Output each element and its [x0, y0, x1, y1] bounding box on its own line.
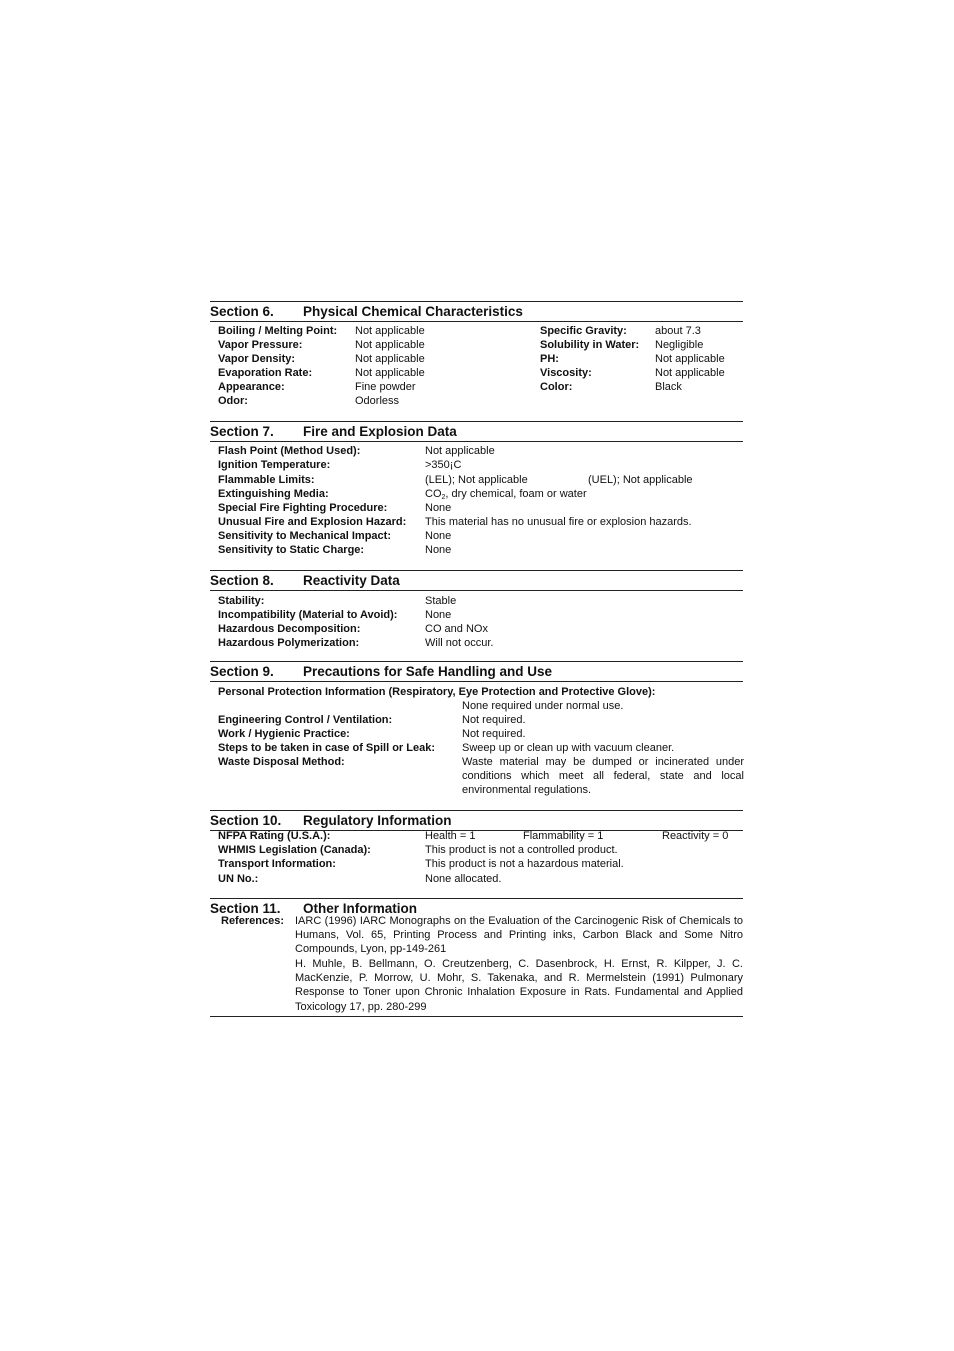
field-value: Not applicable	[425, 445, 495, 457]
field-label: Steps to be taken in case of Spill or Leak:	[218, 742, 436, 754]
field-value: Not applicable	[655, 353, 725, 365]
field-label: Special Fire Fighting Procedure:	[218, 502, 388, 514]
field-value: None	[425, 502, 452, 514]
field-value: Not required.	[462, 728, 526, 740]
field-value: Not applicable	[655, 367, 725, 379]
field-label: Stability:	[218, 595, 265, 607]
field-label: Color:	[540, 381, 573, 393]
field-label: Solubility in Water:	[540, 339, 640, 351]
section-header	[210, 421, 743, 442]
field-value: Not applicable	[355, 353, 425, 365]
field-label: Waste Disposal Method:	[218, 756, 345, 768]
reference-2: H. Muhle, B. Bellmann, O. Creutzenberg, C. Dasenbrock, H. Ernst, R. Kilpper, J. C. MacKenzie, P. Morrow, U. Mohr, S. Takenaka, and R. Mermelstein (1991) Pulmonary Response to Toner upon Chronic Inhalation Exposure in Rats. Fundamental and Applied Toxicology 17, pp. 280-299	[295, 958, 743, 1013]
field-label: Work / Hygienic Practice:	[218, 728, 350, 740]
field-label: Engineering Control / Ventilation:	[218, 714, 393, 726]
field-label: Transport Information:	[218, 858, 336, 870]
field-value: Negligible	[655, 339, 704, 351]
field-value: >350¡C	[425, 459, 462, 471]
field-label: Extinguishing Media:	[218, 488, 329, 500]
subscript: 2	[441, 494, 446, 501]
section-10	[210, 810, 743, 898]
section-title: Reactivity Data	[303, 573, 400, 588]
field-label: Appearance:	[218, 381, 285, 393]
field-value: Not applicable	[355, 367, 425, 379]
field-label: Hazardous Polymerization:	[218, 637, 360, 649]
field-value: None	[425, 530, 452, 542]
references-label: References:	[221, 915, 284, 927]
field-value: Sweep up or clean up with vacuum cleaner.	[462, 742, 675, 754]
field-label: Flammable Limits:	[218, 474, 315, 486]
field-label: Odor:	[218, 395, 248, 407]
field-value: Will not occur.	[425, 637, 494, 649]
section-6	[210, 301, 743, 421]
field-value: None	[425, 544, 452, 556]
nfpa-reactivity: Reactivity = 0	[662, 830, 729, 842]
section-number: Section 8.	[210, 573, 274, 588]
field-value: (LEL); Not applicable	[425, 474, 528, 486]
field-value: This product is not a hazardous material.	[425, 858, 624, 870]
section-header	[210, 301, 743, 322]
field-value: This product is not a controlled product.	[425, 844, 618, 856]
field-label: PH:	[540, 353, 559, 365]
field-value: None required under normal use.	[462, 700, 624, 712]
field-value	[425, 487, 587, 501]
field-value: None allocated.	[425, 873, 502, 885]
section-title: Precautions for Safe Handling and Use	[303, 664, 553, 679]
field-value: Black	[655, 381, 682, 393]
field-label: Incompatibility (Material to Avoid):	[218, 609, 398, 621]
msds-document	[210, 301, 743, 1019]
field-label: NFPA Rating (U.S.A.):	[218, 830, 331, 842]
section-number: Section 10.	[210, 813, 282, 828]
section-header	[210, 810, 743, 831]
field-value-secondary: (UEL); Not applicable	[588, 474, 693, 486]
field-value: Not required.	[462, 714, 526, 726]
field-label: Sensitivity to Static Charge:	[218, 544, 365, 556]
nfpa-health: Health = 1	[425, 830, 476, 842]
section-title: Regulatory Information	[303, 813, 452, 828]
field-value: Fine powder	[355, 381, 416, 393]
field-label: Evaporation Rate:	[218, 367, 313, 379]
field-label: Specific Gravity:	[540, 325, 627, 337]
section-number: Section 9.	[210, 664, 274, 679]
section-title: Physical Chemical Characteristics	[303, 304, 523, 319]
bottom-rule	[210, 1016, 743, 1017]
field-label: Ignition Temperature:	[218, 459, 331, 471]
field-label: Hazardous Decomposition:	[218, 623, 361, 635]
field-label: Vapor Density:	[218, 353, 296, 365]
value-text: , dry chemical, foam or water	[445, 488, 587, 500]
field-value: None	[425, 609, 452, 621]
field-label: Flash Point (Method Used):	[218, 445, 361, 457]
section-title: Fire and Explosion Data	[303, 424, 457, 439]
section-11	[210, 898, 743, 1019]
field-value: about 7.3	[655, 325, 701, 337]
field-value: Not applicable	[355, 339, 425, 351]
reference-1: IARC (1996) IARC Monographs on the Evaluation of the Carcinogenic Risk of Chemicals to Humans, Vol. 65, Printing Process and Printing inks, Carbon Black and Some Nitro Compounds, Lyon, pp-149-261	[295, 915, 743, 956]
field-label: Personal Protection Information (Respiratory, Eye Protection and Protective Glove):	[218, 686, 656, 698]
field-label: Viscosity:	[540, 367, 592, 379]
value-text: CO	[425, 488, 442, 500]
section-header	[210, 570, 743, 591]
field-value: Odorless	[355, 395, 400, 407]
section-title: Other Information	[303, 901, 417, 916]
nfpa-flammability: Flammability = 1	[523, 830, 604, 842]
field-value: Waste material may be dumped or incinerated under conditions which meet all federal, state and local environmental regulations.	[462, 756, 744, 797]
field-value: CO and NOx	[425, 623, 488, 635]
section-header	[210, 661, 743, 682]
field-label: WHMIS Legislation (Canada):	[218, 844, 371, 856]
field-value: Stable	[425, 595, 457, 607]
section-8	[210, 570, 743, 661]
section-number: Section 6.	[210, 304, 274, 319]
section-number: Section 7.	[210, 424, 274, 439]
field-value: Not applicable	[355, 325, 425, 337]
field-label: Unusual Fire and Explosion Hazard:	[218, 516, 407, 528]
field-label: UN No.:	[218, 873, 259, 885]
field-label: Boiling / Melting Point:	[218, 325, 338, 337]
section-7	[210, 421, 743, 570]
field-label: Vapor Pressure:	[218, 339, 303, 351]
section-9	[210, 661, 743, 810]
field-label: Sensitivity to Mechanical Impact:	[218, 530, 391, 542]
section-number: Section 11.	[210, 901, 281, 916]
field-value: This material has no unusual fire or explosion hazards.	[425, 516, 692, 528]
